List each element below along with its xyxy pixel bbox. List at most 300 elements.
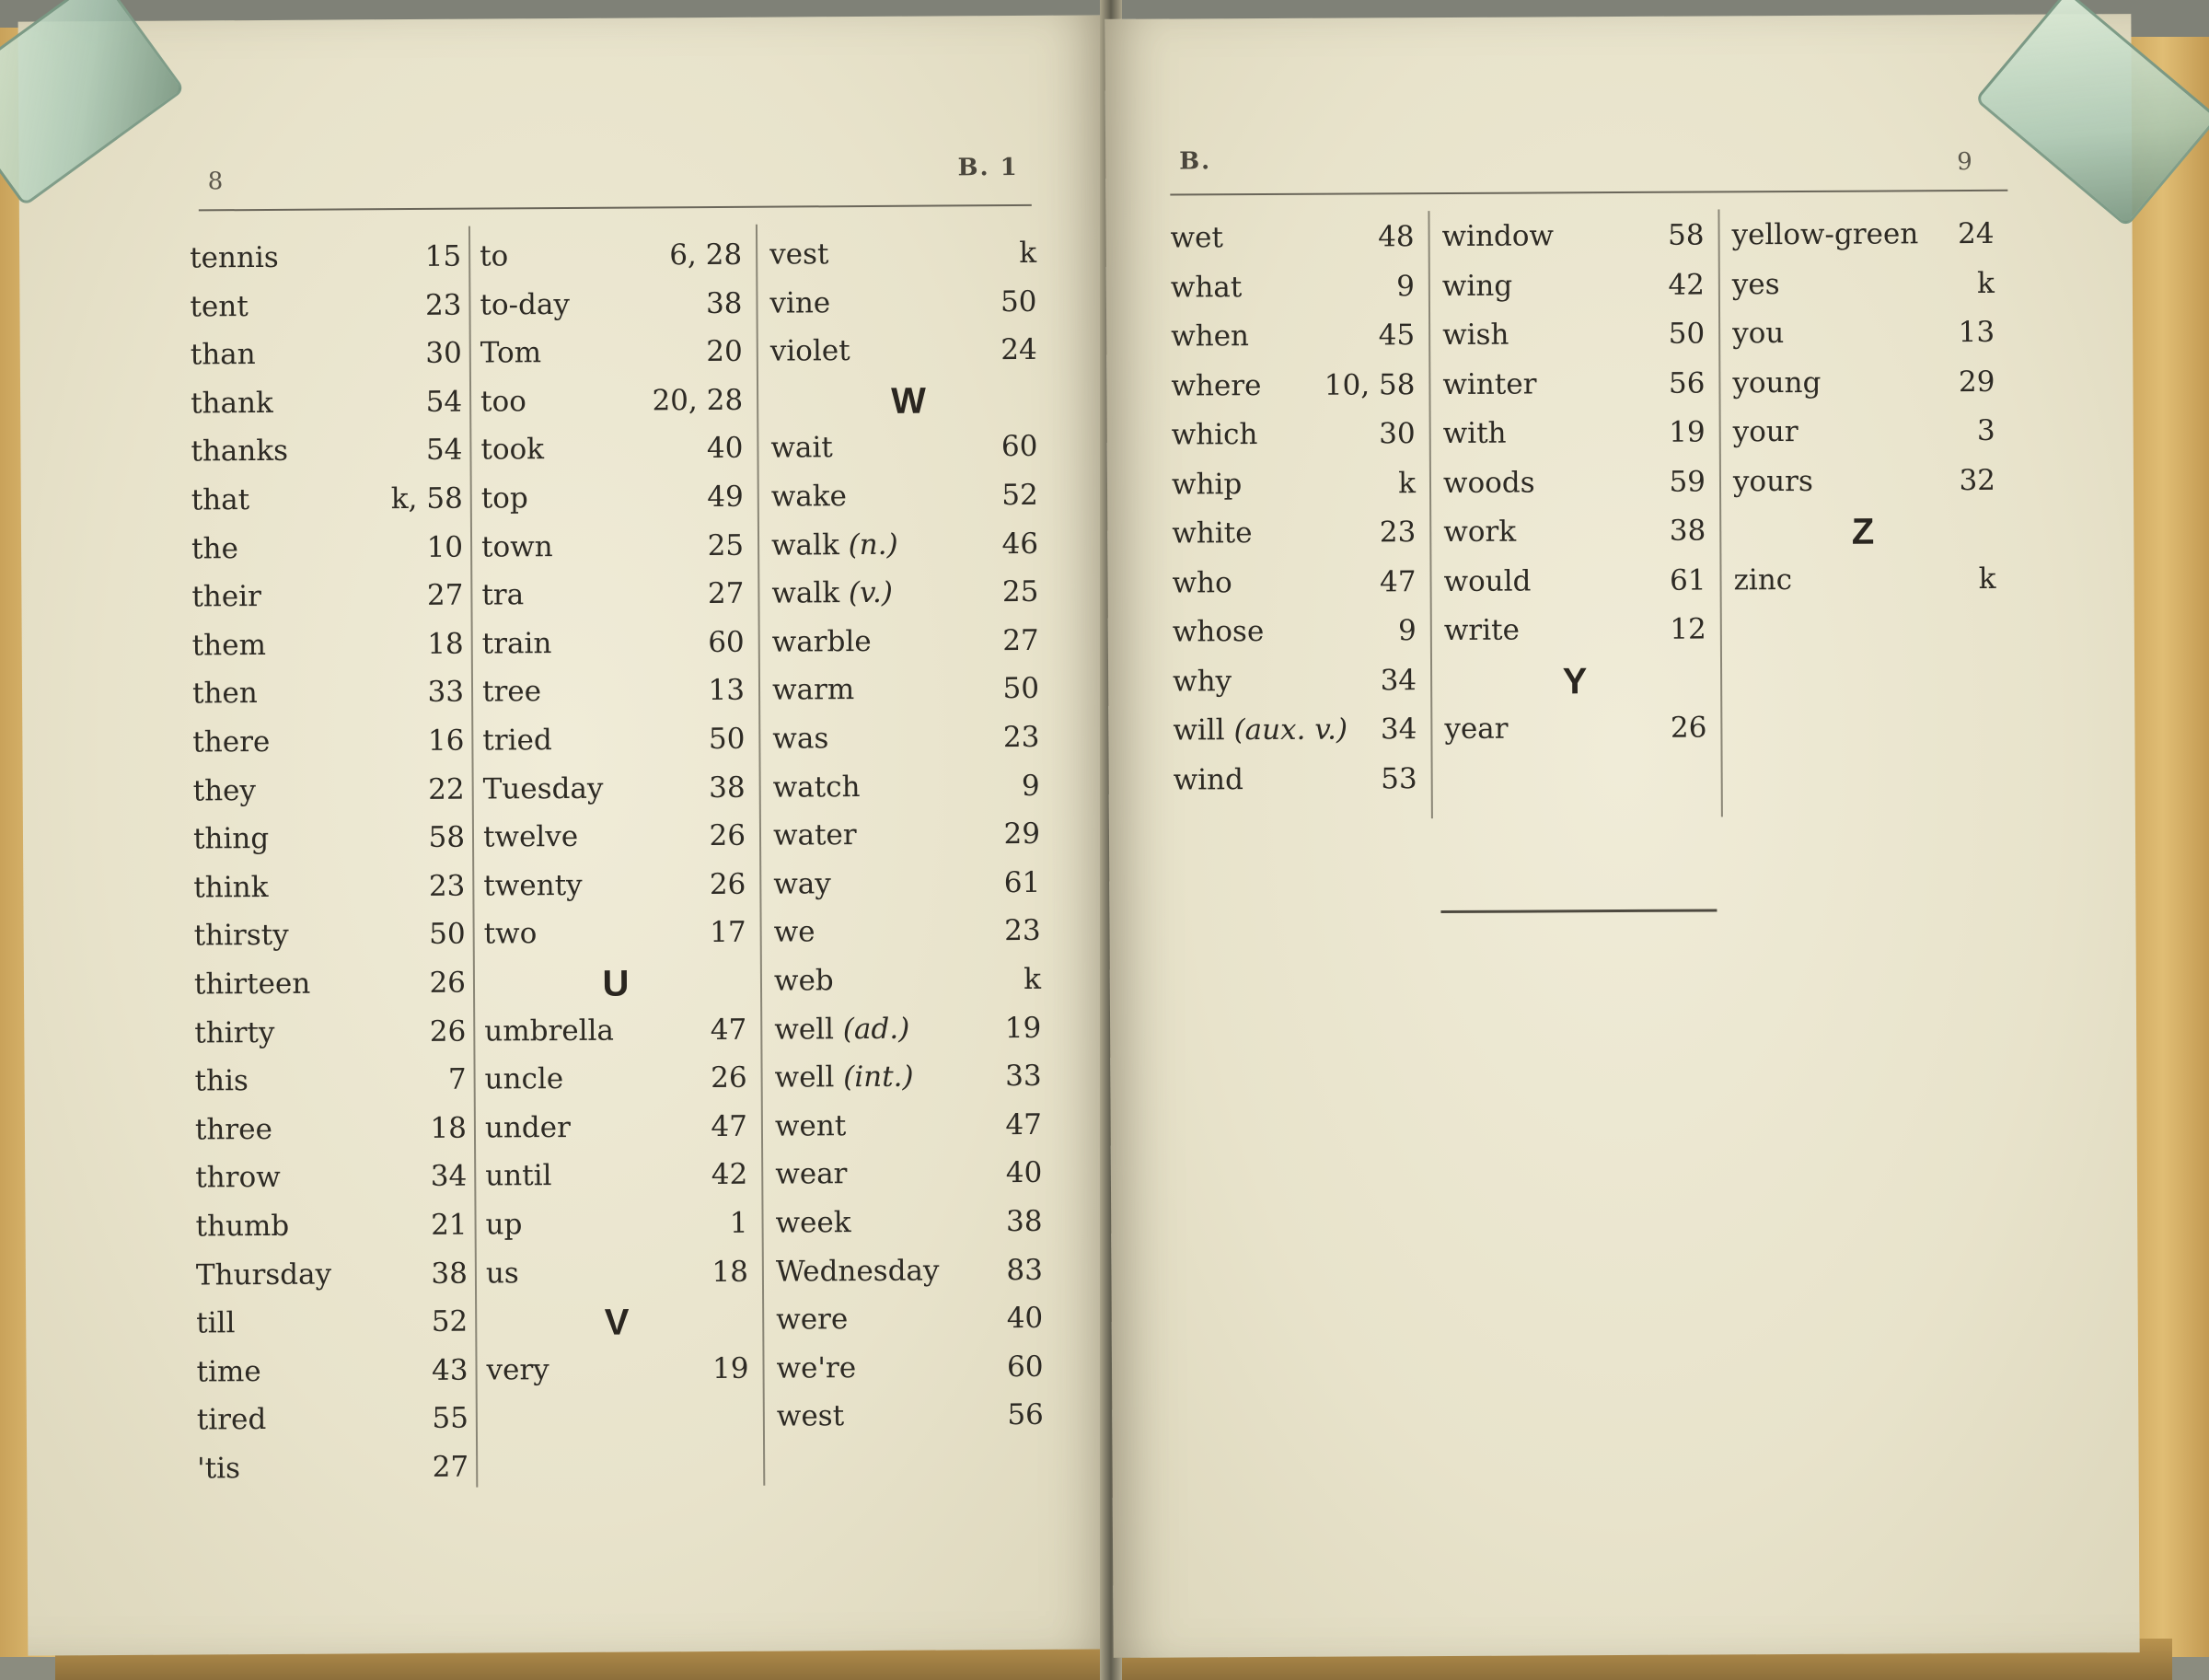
section-letter: Z — [1851, 511, 1875, 552]
index-word: wing — [1441, 269, 1513, 303]
page-reference: 23 — [1002, 720, 1040, 755]
page-reference: 29 — [1003, 817, 1041, 852]
index-word: top — [480, 481, 528, 516]
index-entry — [776, 1350, 1043, 1385]
page-reference: 42 — [1668, 268, 1705, 302]
index-entry — [1170, 220, 1414, 254]
part-of-speech-note: (aux. v.) — [1233, 713, 1348, 747]
index-word: there — [192, 724, 271, 759]
index-word: why — [1173, 664, 1232, 699]
section-letter: W — [890, 380, 927, 422]
index-word: wait — [770, 431, 833, 466]
index-word: to-day — [480, 287, 571, 322]
page-reference: 54 — [425, 434, 463, 468]
page-reference: 25 — [707, 528, 745, 562]
index-word: think — [193, 870, 269, 905]
page-reference: 61 — [1669, 563, 1706, 597]
index-word: what — [1170, 270, 1243, 305]
index-word: yellow-green — [1731, 217, 1919, 252]
index-entry — [774, 914, 1041, 949]
page-reference: 47 — [710, 1013, 747, 1047]
page-reference: 23 — [424, 288, 462, 322]
index-word: tried — [482, 724, 552, 758]
page-reference: 17 — [710, 916, 746, 950]
page-reference: 47 — [1005, 1107, 1043, 1141]
index-entry — [484, 1013, 746, 1048]
index-word: thirteen — [193, 967, 311, 1002]
index-entry — [776, 1302, 1043, 1337]
index-entry — [771, 575, 1038, 610]
index-word: your — [1732, 414, 1798, 449]
index-word: tra — [481, 578, 525, 612]
index-entry — [1173, 664, 1417, 698]
page-reference: 59 — [1669, 465, 1706, 499]
page-reference: 38 — [709, 770, 746, 805]
index-entry — [193, 821, 465, 856]
index-word: Tom — [480, 336, 542, 370]
index-entry — [775, 1108, 1042, 1143]
page-reference: 32 — [1959, 463, 1996, 497]
index-word: winter — [1442, 366, 1537, 401]
page-reference: 18 — [430, 1111, 468, 1145]
page-reference: 42 — [711, 1158, 748, 1192]
index-word: until — [485, 1159, 552, 1193]
index-word: water — [772, 818, 857, 852]
index-word: thank — [191, 386, 273, 421]
index-word: tired — [196, 1403, 267, 1437]
index-entry — [194, 967, 466, 1002]
index-entry — [772, 721, 1039, 756]
page-number-right: 9 — [1957, 147, 1972, 177]
index-word: young — [1732, 365, 1822, 400]
index-word: well (int.) — [774, 1060, 914, 1095]
page-reference: 29 — [1958, 365, 1995, 399]
index-entry — [194, 918, 466, 953]
page-reference: 34 — [430, 1160, 468, 1194]
index-word: watch — [772, 770, 861, 805]
index-entry — [1172, 467, 1416, 501]
column-divider — [1428, 211, 1432, 818]
index-word: this — [194, 1064, 249, 1098]
page-reference: 50 — [1668, 317, 1706, 351]
page-reference: 16 — [427, 724, 465, 758]
index-entry — [480, 238, 742, 273]
index-entry — [191, 530, 463, 565]
index-word: web — [773, 964, 834, 998]
index-entry — [192, 627, 464, 662]
index-entry — [774, 1011, 1041, 1046]
index-word: zinc — [1733, 562, 1793, 597]
index-entry — [1443, 515, 1706, 549]
index-word: wear — [775, 1157, 848, 1192]
index-word: too — [480, 385, 527, 419]
index-entry — [195, 1209, 467, 1244]
index-word: tent — [190, 289, 249, 324]
index-word: who — [1172, 565, 1232, 600]
index-entry — [773, 769, 1040, 804]
index-word: we're — [776, 1350, 857, 1385]
index-entry — [1732, 266, 1995, 300]
index-entry — [480, 286, 742, 321]
page-reference: 22 — [428, 772, 465, 806]
page-number-left: 8 — [207, 168, 224, 196]
page-reference: 60 — [1000, 430, 1038, 464]
index-word: thirty — [194, 1015, 275, 1050]
index-entry — [485, 1110, 747, 1145]
page-reference: 52 — [431, 1304, 468, 1339]
index-entry — [1172, 417, 1416, 451]
index-entry — [1444, 613, 1706, 647]
index-word: week — [775, 1206, 851, 1240]
page-reference: k — [1978, 562, 1996, 596]
index-word: tree — [481, 675, 542, 709]
page-reference: 34 — [1380, 713, 1417, 747]
index-entry — [1733, 414, 1995, 448]
page-reference: 47 — [711, 1109, 748, 1143]
index-entry — [1732, 365, 1995, 399]
page-reference: k — [1024, 962, 1042, 996]
index-word: wish — [1442, 318, 1509, 353]
section-letter: Y — [1562, 660, 1588, 701]
index-entry — [190, 240, 461, 275]
index-word: Thursday — [195, 1257, 332, 1292]
index-entry — [486, 1255, 748, 1290]
section-letter: V — [604, 1302, 630, 1343]
index-word: vest — [769, 238, 829, 272]
page-reference: 23 — [1004, 914, 1041, 948]
index-entry — [772, 624, 1039, 659]
page-reference: 1 — [729, 1206, 748, 1240]
page-reference: 27 — [1002, 623, 1039, 657]
index-entry — [196, 1305, 468, 1340]
index-word: warble — [771, 624, 872, 659]
index-entry — [1443, 563, 1706, 597]
page-reference: 40 — [1006, 1302, 1044, 1336]
index-word: were — [776, 1303, 849, 1337]
index-word: west — [776, 1399, 845, 1434]
page-reference: k — [1019, 236, 1037, 270]
index-word: where — [1171, 368, 1262, 403]
index-word: yours — [1732, 464, 1813, 498]
index-entry — [1443, 416, 1706, 450]
index-entry — [195, 1111, 467, 1146]
index-word: they — [192, 773, 257, 808]
page-reference: 52 — [1001, 478, 1038, 513]
page-reference: 6, 28 — [669, 238, 743, 272]
index-word: wake — [770, 480, 848, 514]
index-entry — [1444, 712, 1706, 746]
index-word: than — [190, 338, 256, 372]
page-reference: 26 — [711, 1060, 747, 1095]
index-entry — [191, 579, 463, 614]
index-entry — [769, 237, 1036, 272]
index-word: then — [191, 677, 258, 711]
index-entry — [195, 1063, 467, 1098]
section-end-rule — [1440, 909, 1717, 913]
page-reference: 48 — [1378, 220, 1415, 254]
index-word: whose — [1172, 615, 1265, 649]
index-entry — [482, 674, 745, 709]
index-word: we — [773, 915, 815, 950]
index-word: tennis — [190, 240, 279, 275]
index-word: warm — [771, 673, 855, 708]
page-reference: 50 — [708, 722, 746, 757]
index-word: time — [196, 1354, 261, 1389]
index-entry — [776, 1253, 1043, 1288]
page-reference: 9 — [1021, 769, 1040, 803]
index-entry — [192, 676, 464, 711]
index-entry — [196, 1353, 468, 1388]
page-reference: 60 — [1006, 1350, 1044, 1384]
index-word: very — [486, 1352, 549, 1387]
page-reference: 3 — [1976, 413, 1995, 447]
page-reference: 30 — [1379, 417, 1416, 451]
index-word: way — [773, 867, 831, 901]
index-word: that — [191, 483, 250, 517]
part-of-speech-note: (int.) — [843, 1060, 914, 1095]
index-word: the — [191, 531, 238, 566]
index-word: will (aux. v.) — [1173, 713, 1348, 747]
index-word: violet — [769, 334, 850, 368]
page-reference: 26 — [1670, 711, 1707, 745]
index-word: when — [1171, 319, 1250, 353]
page-reference: 18 — [711, 1255, 749, 1289]
page-reference: 43 — [431, 1353, 468, 1387]
index-entry — [1442, 366, 1705, 400]
index-entry — [481, 481, 744, 516]
index-entry — [482, 626, 745, 661]
page-reference: 26 — [429, 1014, 467, 1049]
page-reference: 40 — [1005, 1156, 1043, 1190]
index-entry — [1731, 217, 1994, 251]
index-entry — [1733, 562, 1995, 596]
index-entry — [486, 1352, 748, 1387]
index-word: walk (v.) — [771, 576, 893, 610]
part-of-speech-note: (ad.) — [842, 1012, 910, 1046]
page-reference: 33 — [427, 676, 465, 710]
page-reference: 30 — [425, 336, 462, 371]
page-reference: 60 — [708, 625, 745, 659]
index-entry — [482, 723, 745, 758]
index-word: work — [1443, 515, 1517, 550]
index-word: wind — [1173, 762, 1244, 797]
page-reference: 46 — [1001, 527, 1039, 561]
index-entry — [771, 527, 1038, 562]
index-entry — [1441, 219, 1704, 253]
page-reference: 27 — [707, 577, 745, 611]
page-reference: 26 — [709, 867, 746, 901]
index-word: year — [1444, 712, 1509, 747]
page-reference: 10 — [426, 530, 464, 564]
page-reference: 10, 58 — [1324, 367, 1416, 402]
index-word: white — [1172, 516, 1253, 550]
page-reference: 34 — [1380, 663, 1417, 697]
index-word: was — [772, 722, 829, 756]
index-entry — [191, 482, 463, 517]
page-reference: 50 — [1002, 672, 1040, 706]
index-entry — [483, 770, 746, 805]
page-reference: 38 — [431, 1257, 468, 1291]
page-reference: 9 — [1396, 269, 1415, 303]
index-word: Tuesday — [482, 771, 604, 806]
index-word: throw — [195, 1161, 281, 1195]
left-page — [18, 15, 1115, 1655]
index-entry — [480, 335, 743, 370]
index-entry — [1443, 465, 1706, 499]
index-entry — [770, 333, 1037, 368]
running-head-left: B. 1 — [957, 153, 1019, 182]
index-entry — [195, 1160, 467, 1195]
index-entry — [193, 869, 465, 904]
page-reference: 26 — [709, 818, 746, 853]
index-entry — [191, 337, 462, 372]
index-entry — [770, 430, 1037, 465]
page-reference: 19 — [711, 1351, 749, 1385]
page-reference: 25 — [1001, 575, 1039, 609]
index-entry — [483, 819, 746, 854]
index-entry — [190, 288, 461, 323]
index-entry — [772, 672, 1039, 707]
index-entry — [775, 1060, 1042, 1095]
page-reference: 58 — [1668, 218, 1705, 252]
index-entry — [1173, 614, 1417, 648]
page-reference: 50 — [429, 918, 466, 952]
page-reference: 15 — [424, 239, 462, 273]
index-entry — [1173, 713, 1417, 747]
index-entry — [773, 866, 1040, 901]
page-reference: 23 — [428, 869, 466, 903]
running-head-right: B. — [1179, 147, 1212, 176]
index-word: up — [485, 1208, 523, 1242]
page-reference: 49 — [707, 480, 744, 515]
index-word: woods — [1442, 465, 1535, 500]
page-reference: 19 — [1669, 415, 1706, 449]
index-entry — [197, 1451, 468, 1486]
page-reference: 45 — [1378, 319, 1416, 353]
index-entry — [1733, 463, 1995, 497]
index-entry — [775, 1205, 1042, 1240]
index-word: twelve — [482, 820, 579, 854]
index-word: walk (n.) — [770, 527, 898, 562]
page-reference: k, 58 — [390, 481, 463, 516]
index-entry — [1172, 565, 1416, 599]
index-entry — [771, 479, 1038, 514]
page-reference: 26 — [429, 966, 467, 1000]
page-reference: 27 — [426, 578, 464, 613]
index-entry — [1442, 318, 1705, 352]
part-of-speech-note: (v.) — [848, 576, 893, 610]
index-word: with — [1442, 416, 1507, 451]
index-entry — [194, 1014, 466, 1049]
page-reference: 83 — [1006, 1253, 1044, 1287]
index-word: them — [191, 628, 267, 663]
index-word: which — [1171, 418, 1258, 452]
header-rule-right — [1170, 190, 2007, 196]
index-word: their — [191, 580, 262, 614]
column-divider — [1717, 209, 1722, 817]
index-entry — [197, 1402, 468, 1437]
page-reference: 61 — [1003, 865, 1041, 899]
index-entry — [193, 772, 465, 807]
index-word: twenty — [483, 868, 583, 903]
page-reference: 38 — [705, 286, 743, 320]
index-word: thing — [192, 822, 270, 856]
column-divider — [756, 225, 765, 1486]
index-word: wet — [1170, 221, 1224, 255]
index-word: well (ad.) — [774, 1012, 910, 1047]
page-reference: 18 — [427, 627, 464, 661]
page-reference: 7 — [447, 1062, 467, 1096]
index-entry — [773, 817, 1040, 852]
index-word: you — [1732, 317, 1785, 351]
index-word: Wednesday — [775, 1254, 940, 1289]
index-word: went — [774, 1108, 847, 1143]
index-entry — [191, 385, 462, 420]
index-entry — [481, 528, 744, 563]
index-entry — [769, 284, 1036, 319]
index-entry — [192, 724, 464, 759]
index-word: thirsty — [193, 919, 289, 953]
index-entry — [777, 1398, 1044, 1433]
page-reference: k — [1976, 266, 1995, 300]
page-reference: 55 — [432, 1402, 468, 1436]
index-word: write — [1443, 613, 1521, 648]
index-entry — [1732, 316, 1995, 350]
index-word: would — [1443, 564, 1532, 598]
page-reference: 20 — [706, 335, 743, 369]
page-reference: 19 — [1004, 1011, 1042, 1045]
page-reference: 20, 28 — [652, 383, 744, 418]
page-reference: 24 — [1000, 333, 1037, 367]
index-word: took — [480, 433, 545, 467]
index-word: vine — [769, 285, 831, 320]
index-word: thumb — [195, 1209, 290, 1244]
index-entry — [1174, 762, 1417, 796]
index-word: umbrella — [484, 1014, 615, 1049]
page-reference: 33 — [1005, 1060, 1042, 1094]
page-reference: 12 — [1670, 612, 1706, 646]
section-letter: U — [602, 963, 630, 1004]
page-reference: 23 — [1379, 516, 1417, 550]
page-reference: 9 — [1398, 614, 1417, 648]
index-entry — [485, 1158, 747, 1193]
right-page — [1104, 14, 2139, 1658]
part-of-speech-note: (n.) — [848, 527, 898, 562]
index-word: us — [485, 1256, 519, 1291]
index-entry — [775, 1156, 1042, 1191]
column-divider — [468, 226, 478, 1488]
page-reference: 21 — [431, 1208, 468, 1242]
index-entry — [774, 963, 1041, 998]
page-reference: 56 — [1668, 366, 1706, 400]
index-word: 'tis — [197, 1452, 241, 1486]
index-entry — [485, 1207, 747, 1242]
index-word: two — [483, 917, 538, 951]
index-entry — [1171, 368, 1415, 402]
page-reference: 38 — [1669, 514, 1706, 548]
page-reference: 47 — [1380, 564, 1417, 598]
index-entry — [196, 1257, 468, 1292]
index-entry — [484, 916, 746, 951]
index-word: uncle — [484, 1062, 564, 1096]
index-entry — [1172, 516, 1416, 550]
index-entry — [483, 868, 746, 903]
page-reference: 27 — [432, 1450, 469, 1484]
page-reference: 13 — [708, 674, 746, 708]
index-word: three — [194, 1112, 272, 1147]
index-entry — [480, 432, 743, 467]
index-word: whip — [1171, 467, 1243, 502]
